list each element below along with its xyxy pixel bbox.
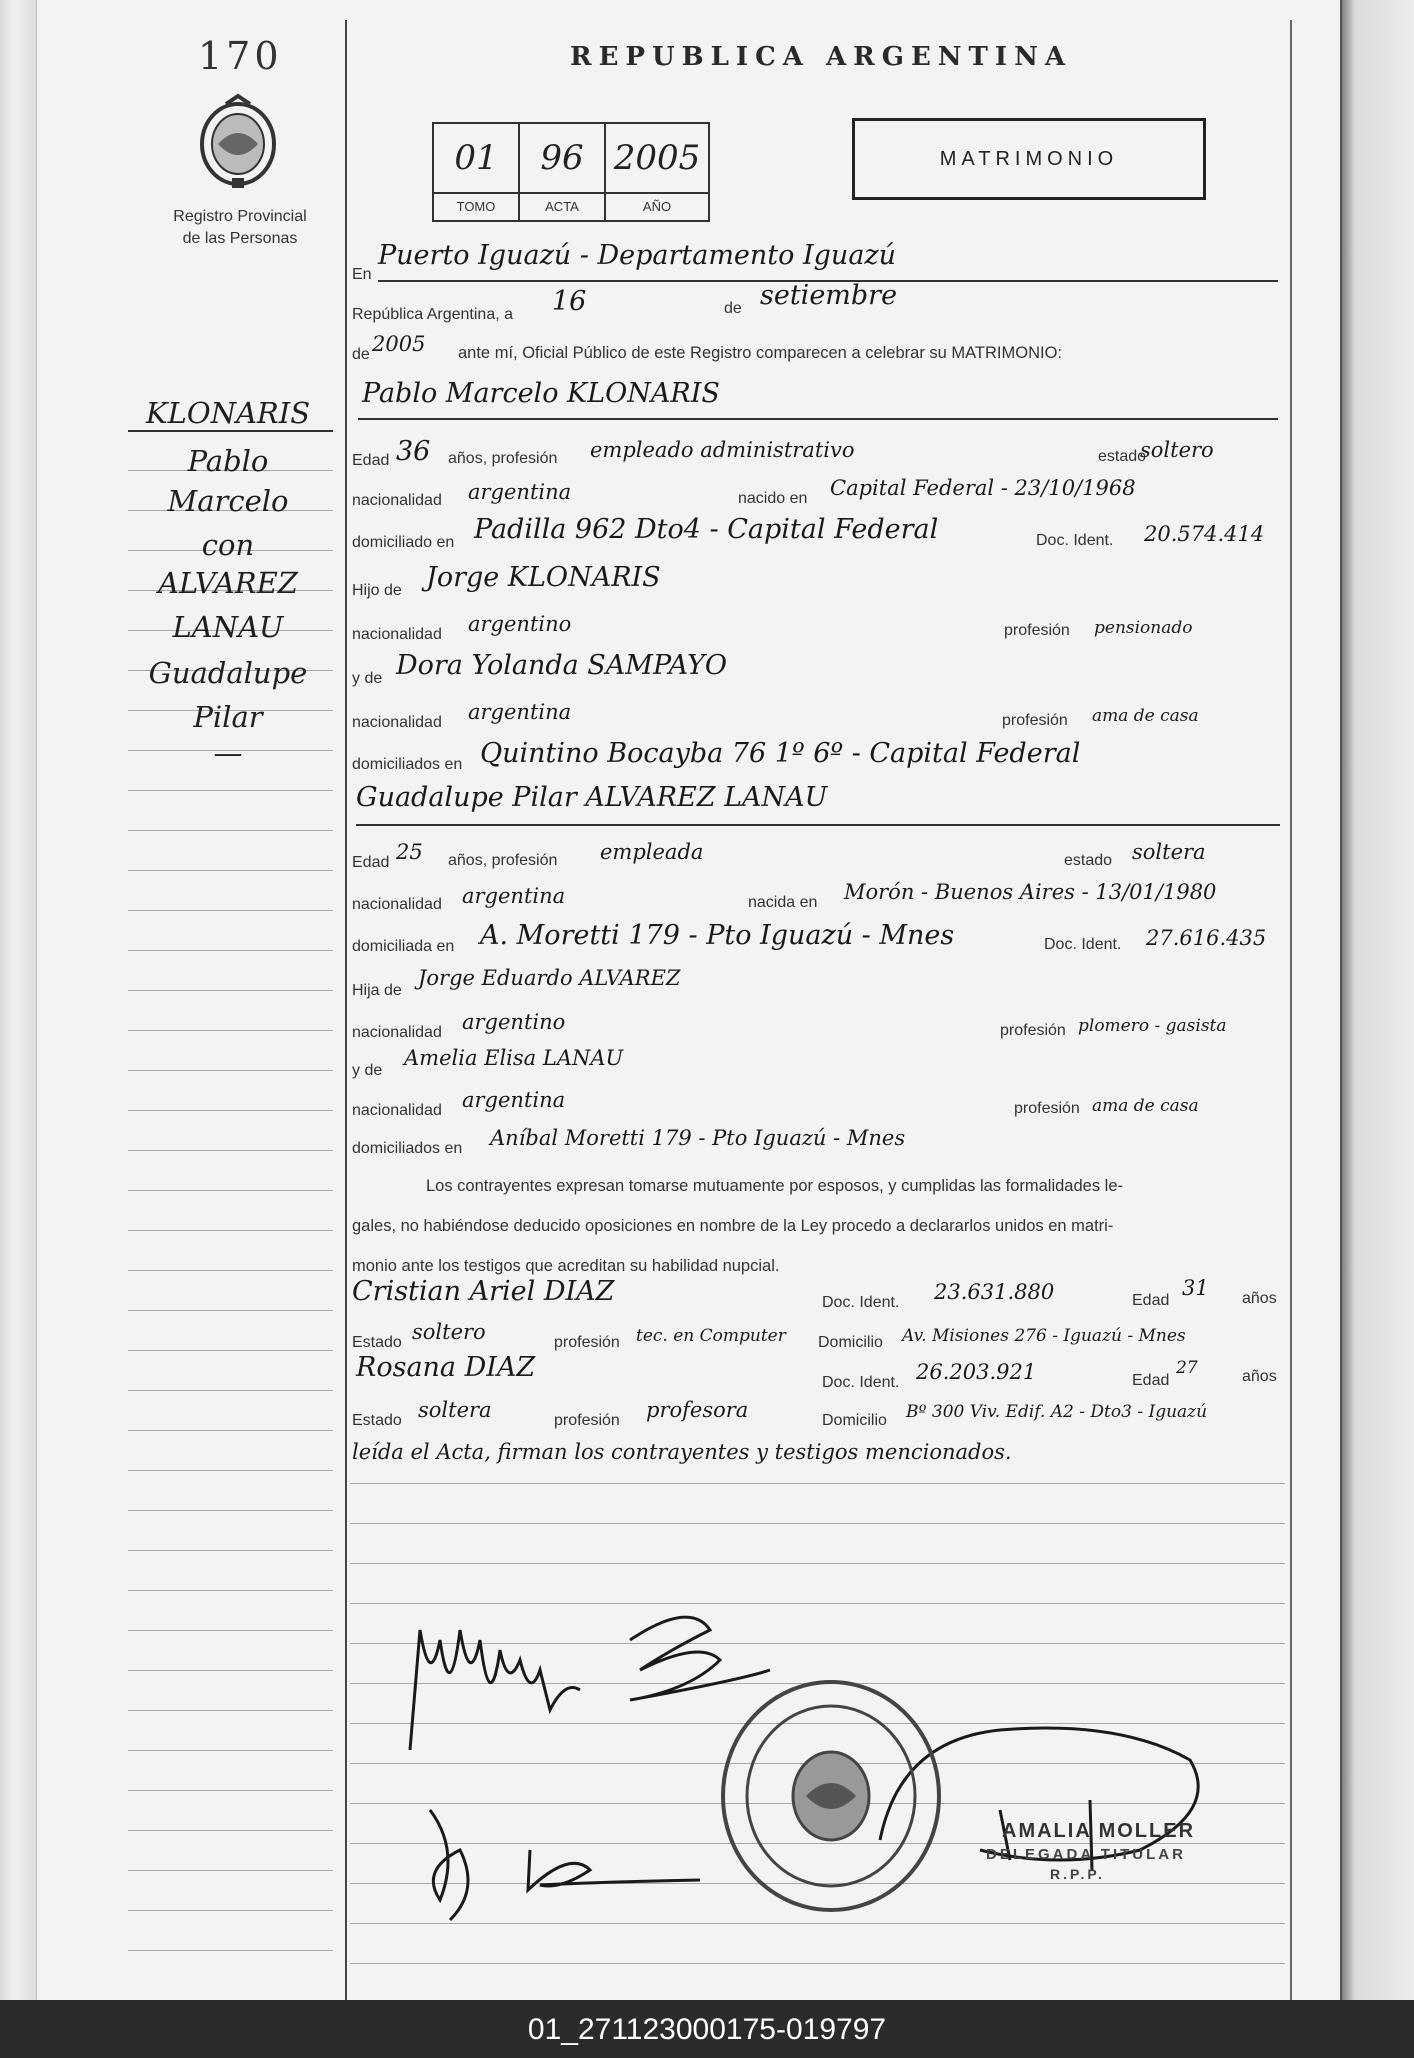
bride-father-nat-row	[350, 1010, 1285, 1044]
tomo-label: TOMO	[434, 192, 518, 220]
margin-note-line: Pablo	[187, 444, 269, 478]
doc-label: Doc. Ident.	[1036, 532, 1114, 549]
margin-rule	[128, 1590, 333, 1591]
margin-rule	[128, 1230, 333, 1231]
bride-nationality: argentina	[462, 884, 566, 908]
profesion-label: profesión	[1002, 712, 1068, 729]
anos-label: años	[1242, 1290, 1277, 1307]
bride-profession: empleada	[600, 840, 704, 864]
groom-name-row	[350, 378, 1285, 412]
margin-rule	[128, 1550, 333, 1551]
margin-rule	[128, 990, 333, 991]
witness2-row	[350, 1352, 1285, 1391]
declaration-line: monio ante los testigos que acreditan su habilidad nupcial.	[352, 1257, 780, 1275]
bride-father: Jorge Eduardo ALVAREZ	[418, 966, 681, 990]
nacionalidad-label: nacionalidad	[352, 1102, 442, 1119]
fill-line	[358, 418, 1278, 420]
groom-address: Padilla 962 Dto4 - Capital Federal	[474, 514, 939, 545]
record-type-box: MATRIMONIO	[852, 118, 1206, 200]
republica-label: República Argentina, a	[352, 306, 513, 323]
bride-doc: 27.616.435	[1146, 926, 1267, 950]
profesion-label: profesión	[1014, 1100, 1080, 1117]
margin-rule	[128, 1030, 333, 1031]
margin-rule	[128, 950, 333, 951]
groom-mother-nat-row	[350, 698, 1285, 732]
witness2-marital-status: soltera	[418, 1398, 492, 1422]
estado-label: estado	[1064, 852, 1113, 869]
bride-name-row	[350, 782, 1285, 816]
witness2-detail-row	[350, 1398, 1285, 1432]
margin-rule	[128, 1150, 333, 1151]
tomo-cell	[434, 124, 520, 220]
margin-divider	[345, 20, 347, 2000]
acta-cell	[520, 124, 606, 220]
body-rule	[350, 1523, 1285, 1524]
groom-mother: Dora Yolanda SAMPAYO	[396, 650, 728, 681]
bride-address-row	[350, 920, 1285, 954]
intro-statement: ante mí, Oficial Público de este Registro comparecen a celebrar su MATRIMONIO:	[458, 344, 1063, 362]
margin-rule	[128, 830, 333, 831]
witness1-age: 31	[1182, 1276, 1209, 1300]
margin-rule	[128, 1750, 333, 1751]
edad-label: Edad	[1132, 1372, 1170, 1389]
body-rule	[350, 1483, 1285, 1484]
margin-note-line: —	[213, 736, 243, 770]
estado-label: Estado	[352, 1412, 402, 1429]
bride-address: A. Moretti 179 - Pto Iguazú - Mnes	[480, 920, 955, 951]
nacionalidad-label: nacionalidad	[352, 1024, 442, 1041]
right-border	[1290, 20, 1292, 2000]
margin-note-line: LANAU	[172, 610, 284, 644]
closing-row	[350, 1440, 1285, 1474]
margin-rule	[128, 1670, 333, 1671]
image-code-footer: 01_271123000175-019797	[527, 2013, 887, 2046]
groom-address-row	[350, 514, 1285, 551]
official-org-stamp: R.P.P.	[1050, 1866, 1105, 1882]
nacida-label: nacida en	[748, 894, 818, 911]
bride-nationality-row	[350, 880, 1285, 914]
de-label: de	[724, 300, 742, 317]
bride-father-profession: plomero - gasista	[1078, 1016, 1227, 1036]
groom-father: Jorge KLONARIS	[426, 562, 661, 593]
witness1-detail-row	[350, 1320, 1285, 1354]
margin-rule	[128, 1470, 333, 1471]
groom-age-row	[350, 436, 1285, 470]
margin-rule	[128, 1390, 333, 1391]
groom-father-profession: pensionado	[1094, 618, 1193, 638]
hija-label: Hija de	[352, 982, 402, 999]
groom-father-nat-row	[350, 610, 1285, 644]
margin-rule	[128, 1430, 333, 1431]
domiciliada-label: domiciliada en	[352, 938, 455, 955]
intro-date-row	[350, 280, 1285, 323]
witness1-row	[350, 1276, 1285, 1310]
body-rule	[350, 1563, 1285, 1564]
hijo-label: Hijo de	[352, 582, 402, 599]
acta-label: ACTA	[520, 192, 604, 220]
official-title-stamp: DELEGADA TITULAR	[986, 1846, 1186, 1863]
declaration-paragraph	[352, 1166, 1282, 1286]
record-id-box	[432, 122, 710, 222]
day-value: 16	[552, 286, 587, 317]
intro-place-row	[350, 240, 1285, 283]
groom-birth: Capital Federal - 23/10/1968	[830, 476, 1136, 500]
profesion-label: profesión	[554, 1412, 620, 1429]
groom-name: Pablo Marcelo KLONARIS	[362, 378, 720, 409]
groom-father-nationality: argentino	[468, 612, 572, 636]
bride-mother-nat-row	[350, 1088, 1285, 1122]
bride-age-row	[350, 840, 1285, 874]
bride-parents-address-row	[350, 1126, 1285, 1160]
witness2-doc: 26.203.921	[916, 1360, 1037, 1384]
margin-rule	[128, 1070, 333, 1071]
y-de-label: y de	[352, 1062, 383, 1079]
witness1-profession: tec. en Computer	[636, 1326, 786, 1346]
anio-value: 2005	[613, 138, 701, 178]
bride-age: 25	[396, 840, 423, 864]
edad-label: Edad	[1132, 1292, 1170, 1309]
org-line-2: de las Personas	[182, 230, 298, 247]
domiciliados-label: domiciliados en	[352, 756, 463, 773]
bride-marital-status: soltera	[1132, 840, 1206, 864]
witness2-name: Rosana DIAZ	[356, 1352, 536, 1383]
declaration-line: Los contrayentes expresan tomarse mutuamente por esposos, y cumplidas las formalidades le-	[426, 1177, 1124, 1195]
bride-birth: Morón - Buenos Aires - 13/01/1980	[844, 880, 1217, 904]
margin-rule-strong	[128, 430, 333, 432]
doc-label: Doc. Ident.	[822, 1374, 900, 1391]
page-number: 170	[198, 34, 283, 78]
profesion-label: años, profesión	[448, 852, 558, 869]
month-value: setiembre	[760, 280, 898, 311]
groom-mother-nationality: argentina	[468, 700, 572, 724]
groom-parents-address: Quintino Bocayba 76 1º 6º - Capital Federal	[480, 738, 1081, 769]
org-line-1: Registro Provincial	[173, 208, 307, 225]
nacionalidad-label: nacionalidad	[352, 492, 442, 509]
profesion-label: profesión	[554, 1334, 620, 1351]
en-label: En	[352, 266, 372, 283]
groom-profession: empleado administrativo	[590, 438, 855, 462]
margin-rule	[128, 1190, 333, 1191]
groom-father-row	[350, 562, 1285, 599]
body-rule	[350, 1963, 1285, 1964]
estado-label: estado	[1098, 448, 1147, 465]
edad-label: Edad	[352, 452, 390, 469]
margin-rule	[128, 1110, 333, 1111]
margin-rule	[128, 1510, 333, 1511]
bride-parents-address: Aníbal Moretti 179 - Pto Iguazú - Mnes	[490, 1126, 906, 1150]
margin-rule	[128, 1870, 333, 1871]
groom-mother-row	[350, 648, 1285, 687]
domicilio-label: Domicilio	[818, 1334, 883, 1351]
bride-father-nationality: argentino	[462, 1010, 566, 1034]
witness2-profession: profesora	[646, 1398, 749, 1422]
bride-mother-profession: ama de casa	[1092, 1096, 1199, 1116]
profesion-label: profesión	[1004, 622, 1070, 639]
y-de-label: y de	[352, 670, 383, 687]
margin-rule	[128, 1710, 333, 1711]
groom-doc: 20.574.414	[1144, 522, 1265, 546]
margin-rule	[128, 1910, 333, 1911]
margin-rule	[128, 790, 333, 791]
groom-marital-status: soltero	[1140, 438, 1214, 462]
acta-value: 96	[540, 138, 584, 178]
official-name-stamp: AMALIA MOLLER	[1002, 1820, 1196, 1842]
bride-name: Guadalupe Pilar ALVAREZ LANAU	[356, 782, 828, 813]
year-prefix-label: de	[352, 346, 370, 363]
witness1-name: Cristian Ariel DIAZ	[352, 1276, 615, 1307]
bride-mother-nationality: argentina	[462, 1088, 566, 1112]
margin-note-line: Marcelo	[167, 484, 289, 518]
doc-label: Doc. Ident.	[1044, 936, 1122, 953]
margin-note-line: Guadalupe	[148, 656, 308, 690]
edad-label: Edad	[352, 854, 390, 871]
registry-org-name	[150, 206, 330, 250]
year-value: 2005	[372, 332, 426, 356]
bride-mother-row	[350, 1046, 1285, 1080]
groom-nationality-row	[350, 474, 1285, 508]
groom-nationality: argentina	[468, 480, 572, 504]
groom-age: 36	[396, 436, 431, 467]
margin-rule	[128, 1830, 333, 1831]
groom-parents-address-row	[350, 738, 1285, 772]
book-binding-edge	[0, 0, 37, 2000]
margin-rule	[128, 910, 333, 911]
margin-rule	[128, 870, 333, 871]
witness1-address: Av. Misiones 276 - Iguazú - Mnes	[902, 1326, 1186, 1346]
anio-label: AÑO	[606, 192, 708, 220]
closing-note: leída el Acta, firman los contrayentes y testigos mencionados.	[352, 1440, 1012, 1464]
nacido-label: nacido en	[738, 490, 808, 507]
groom-mother-profession: ama de casa	[1092, 706, 1199, 726]
doc-label: Doc. Ident.	[822, 1294, 900, 1311]
margin-note-line: KLONARIS	[145, 396, 311, 430]
domiciliado-label: domiciliado en	[352, 534, 455, 551]
witness2-address: Bº 300 Viv. Edif. A2 - Dto3 - Iguazú	[906, 1402, 1208, 1422]
nacionalidad-label: nacionalidad	[352, 714, 442, 731]
fill-line	[356, 824, 1280, 826]
margin-rule	[128, 1950, 333, 1951]
margin-rule	[128, 1630, 333, 1631]
margin-rule	[128, 1270, 333, 1271]
tomo-value: 01	[454, 138, 498, 178]
margin-rule	[128, 1350, 333, 1351]
profesion-label: profesión	[1000, 1022, 1066, 1039]
estado-label: Estado	[352, 1334, 402, 1351]
bride-mother: Amelia Elisa LANAU	[404, 1046, 624, 1070]
bride-father-row	[350, 966, 1285, 1000]
margin-note-line: Pilar	[193, 700, 263, 734]
place-value: Puerto Iguazú - Departamento Iguazú	[378, 240, 897, 271]
witness1-doc: 23.631.880	[934, 1280, 1055, 1304]
anio-cell	[606, 124, 708, 220]
witness2-age: 27	[1176, 1358, 1198, 1378]
margin-note-line: ALVAREZ	[158, 566, 298, 600]
margin-rule	[128, 1790, 333, 1791]
next-page-edge	[1340, 0, 1414, 2000]
declaration-line: gales, no habiéndose deducido oposiciones en nombre de la Ley procedo a declararlos unidos en matri-	[352, 1217, 1114, 1235]
anos-label: años	[1242, 1368, 1277, 1385]
country-title: REPUBLICA ARGENTINA	[570, 42, 1073, 72]
witness-signatures	[400, 1790, 720, 1930]
provincial-coat-of-arms-icon	[196, 92, 280, 190]
margin-rule	[128, 1310, 333, 1311]
domicilio-label: Domicilio	[822, 1412, 887, 1429]
witness1-marital-status: soltero	[412, 1320, 486, 1344]
domiciliados-label: domiciliados en	[352, 1140, 463, 1157]
nacionalidad-label: nacionalidad	[352, 626, 442, 643]
nacionalidad-label: nacionalidad	[352, 896, 442, 913]
margin-note-line: con	[201, 528, 255, 562]
profesion-label: años, profesión	[448, 450, 558, 467]
registry-seal-stamp	[716, 1676, 946, 1916]
intro-year-row	[350, 332, 1285, 366]
